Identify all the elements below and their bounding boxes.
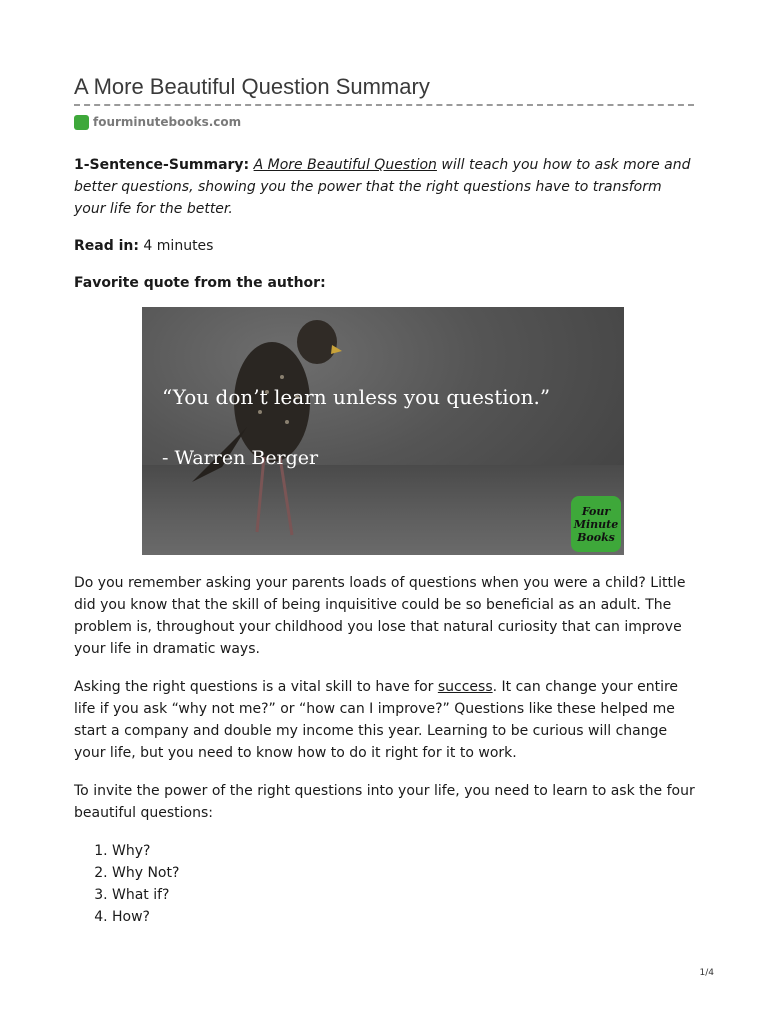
badge-line: Four — [581, 504, 611, 518]
summary-paragraph — [74, 154, 694, 220]
summary-text: will teach you how to ask more and better questions, showing you the power that the right questions have to transform your life for the better. — [74, 157, 691, 217]
favorite-quote-heading: Favorite quote from the author: — [74, 275, 326, 291]
list-item: 4. How? — [112, 906, 699, 928]
list-item: 3. What if? — [112, 884, 699, 906]
paragraph: To invite the power of the right questions into your life, you need to learn to ask the four beautiful questions: — [74, 783, 695, 821]
page-title: A More Beautiful Question Summary — [74, 74, 430, 99]
title-divider — [74, 104, 694, 106]
book-link[interactable]: A More Beautiful Question — [253, 157, 437, 173]
article — [74, 72, 695, 925]
quote-author: - Warren Berger — [162, 447, 319, 469]
success-link[interactable]: success — [437, 679, 493, 695]
source-link[interactable]: fourminutebooks.com — [93, 115, 242, 129]
quote-text: “You don’t learn unless you question.” — [162, 385, 551, 409]
list-item: 1. Why? — [112, 840, 699, 862]
summary-label: 1-Sentence-Summary: — [74, 157, 250, 173]
paragraph: Asking the right questions is a vital skill to have for success. It can change your entire life if you ask “why not me?” or “how can I improve?” Questions like these helped me start a company and double my income this year. Learning to be curious will change your life, but you need to know how to do it right for it to work. — [74, 679, 679, 761]
starling-bird-icon — [152, 307, 352, 555]
source-line — [74, 112, 694, 132]
readin-label: Read in: — [74, 238, 139, 254]
four-minute-books-logo — [571, 496, 621, 552]
article-body — [74, 572, 699, 928]
readin-value: 4 minutes — [138, 238, 214, 254]
paragraph: Do you remember asking your parents loads of questions when you were a child? Little did you know that the skill of being inquisitive could be so beneficial as an adult. The problem is, throughout your childhood you lose that natural curiosity that can improve your life in dramatic ways. — [74, 575, 686, 657]
site-logo-icon — [74, 115, 89, 130]
questions-list — [74, 840, 699, 928]
badge-line: Books — [577, 530, 615, 544]
page-number: 1/4 — [699, 968, 714, 978]
quote-image — [142, 307, 624, 555]
list-item: 2. Why Not? — [112, 862, 699, 884]
badge-line: Minute — [573, 517, 619, 531]
read-time — [74, 235, 694, 257]
